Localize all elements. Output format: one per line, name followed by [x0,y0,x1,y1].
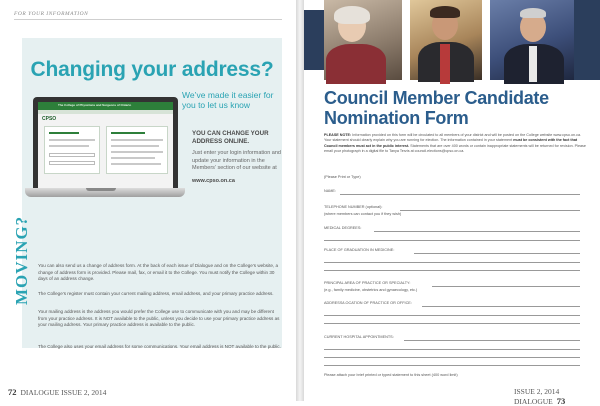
website-login-box [44,126,100,174]
address-panel [22,38,282,348]
paragraph-mailing: Your mailing address is the address you would prefer the College use to communicate with you and may be different from your practice address. It is NOT available to the public, unless you decide to use your primary practice address as your mailing address. Your primary practice address is available to the public. [38,309,280,328]
field-line-telephone[interactable] [400,210,580,211]
website-link[interactable]: www.cpso.on.ca [192,178,235,184]
field-sub-specialty: (e.g., family medicine, obstetrics and gynaecology, etc.) [324,288,418,292]
right-page [304,0,600,406]
laptop-illustration [33,97,178,188]
folio-text-right: ISSUE 2, 2014 DIALOGUE [514,387,560,406]
page-number-right: 73 [556,396,566,406]
form-note [324,133,589,155]
laptop-hinge [86,188,116,191]
website-title: The College of Physicians and Surgeons of Ontario [58,103,132,107]
note-tail: Statements that are over 400 words or contain inappropriate statements will be returned for revision. Please email your photograph in a digital file to Tanya Terzis at council.elections@cpso.on.ca. [324,143,586,154]
field-line-office-address[interactable] [422,306,580,307]
paragraph-register: The College’s register must contain your current mailing address, email address, and your primary practice address. [38,291,274,296]
form-title: Council Member Candidate Nomination Form [324,88,549,128]
cta-heading: YOU CAN CHANGE YOUR ADDRESS ONLINE. [192,130,269,145]
field-label-degrees: MEDICAL DEGREES: [324,226,362,230]
subhead: We’ve made it easier for you to let us know [182,90,274,110]
field-sub-telephone: (where members can contact you if they wish) [324,212,402,216]
council-photo-woman [324,0,402,80]
website-info-box [106,126,168,174]
note-text: Information provided on this form will be circulated to all members of your district and will be posted on the College website www.cpso.on.ca. Your statement should clearly explain why you are running for election. The information contained in your statement [324,133,582,143]
field-line-hospital-4[interactable] [324,365,580,366]
field-line-office-address-2[interactable] [324,315,580,316]
field-label-office-address: ADDRESS/LOCATION OF PRACTICE OR OFFICE: [324,301,412,305]
field-label-specialty: PRINCIPAL AREA OF PRACTICE OR SPECIALTY: [324,281,411,285]
council-photo-man-speaking [410,0,482,80]
field-label-name: NAME: [324,189,337,193]
field-line-graduation-3[interactable] [324,270,580,271]
field-line-specialty[interactable] [432,286,580,287]
field-line-office-address-3[interactable] [324,323,580,324]
cta-body: Just enter your login information and update your information in the Members’ section of our website at [192,150,281,171]
print-hint: (Please Print or Type) [324,175,361,179]
left-page [0,0,296,401]
website-nav-bar [38,110,173,114]
accent-block-right [574,0,600,80]
page-number-left: 72 [8,387,17,397]
section-label: FOR YOUR INFORMATION [14,11,89,17]
field-line-name[interactable] [340,194,580,195]
accent-block-left [304,10,324,70]
section-rule [14,19,282,20]
folio-right [514,387,600,406]
field-label-hospital: CURRENT HOSPITAL APPOINTMENTS: [324,335,394,339]
folio-text-left: DIALOGUE ISSUE 2, 2014 [20,388,107,397]
paragraph-email: The College also uses your email address for some communications. Your email address is NOT available to the public. [38,344,281,349]
website-logo: CPSO [42,116,57,122]
magazine-spine [296,0,304,401]
field-line-degrees-2[interactable] [324,240,580,241]
field-line-graduation[interactable] [414,253,580,254]
moving-label: MOVING? [12,215,31,305]
field-label-telephone: TELEPHONE NUMBER (optional): [324,205,383,209]
paragraph-change-form: You can also send us a change of address form. At the back of each issue of Dialogue and on the College’s website, a change of address form is provided. Please mail, fax, or email it to the College. You must notify the College within 30 days of an address change. [38,263,279,282]
council-photo-man-suit [490,0,574,80]
field-line-hospital-3[interactable] [324,357,580,358]
field-line-graduation-2[interactable] [324,262,580,263]
field-line-hospital-2[interactable] [324,349,580,350]
folio-left [8,387,106,397]
footer-hint: Please attach your brief printed or typed statement to this sheet (400 word limit) [324,373,458,377]
laptop-display [38,102,173,188]
note-bold: must be consistent with the fact that Council members must act in the public interest. [324,138,578,148]
field-line-hospital[interactable] [404,340,580,341]
headline: Changing your address? [30,58,274,81]
field-label-graduation: PLACE OF GRADUATION IN MEDICINE: [324,248,395,252]
field-line-degrees[interactable] [374,231,580,232]
note-lead: PLEASE NOTE: [324,133,352,137]
